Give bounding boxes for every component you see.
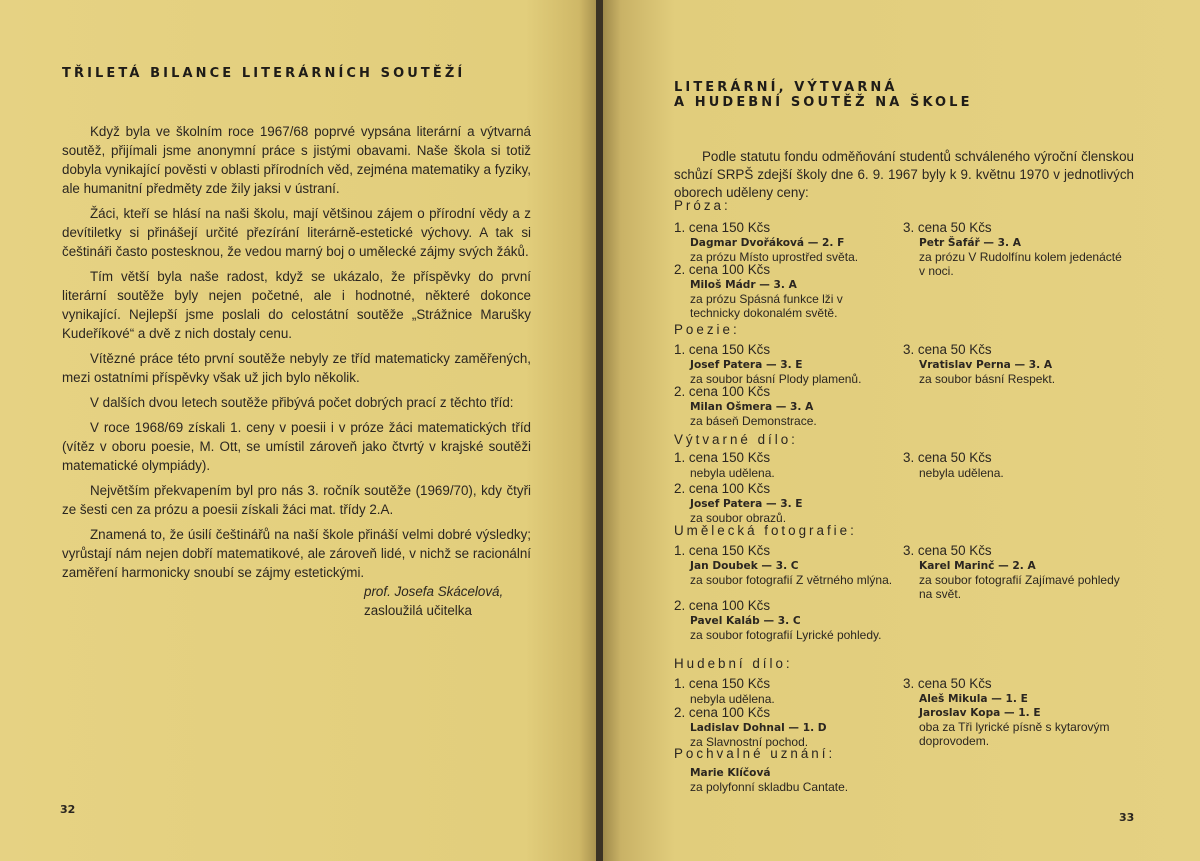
winner-name: Ladislav Dohnal — 1. D — [690, 722, 827, 734]
winner-name: Josef Patera — 3. E — [690, 359, 803, 371]
prize-label: 2. cena 100 Kčs — [674, 262, 771, 277]
award-entry — [674, 262, 896, 320]
award-description: za soubor fotografií Lyrické pohledy. — [690, 628, 882, 642]
award-entry — [674, 450, 896, 480]
award-entry — [674, 598, 896, 642]
winner-name: Jan Doubek — 3. C — [690, 560, 799, 572]
prize-label: 2. cena 100 Kčs — [674, 481, 771, 496]
paragraph: Největším překvapením byl pro nás 3. ročník soutěže (1969/70), kdy čtyři ze šesti cen za prózu a poesii získali žáci mat. třídy 2.A. — [62, 483, 531, 517]
award-entry — [903, 342, 1131, 386]
award-description: nebyla udělena. — [690, 466, 775, 480]
page-number: 32 — [60, 803, 76, 816]
award-description: nebyla udělena. — [690, 692, 775, 706]
winner-name: Jaroslav Kopa — 1. E — [919, 707, 1041, 719]
category-heading: Poezie: — [674, 322, 740, 337]
award-entry — [674, 384, 896, 428]
winner-name: Karel Marinč — 2. A — [919, 560, 1036, 572]
winner-name: Aleš Mikula — 1. E — [919, 693, 1028, 705]
signature-name: prof. Josefa Skácelová, — [364, 584, 504, 599]
article-body — [62, 122, 531, 582]
award-description: za prózu V Rudolfínu kolem jedenácté v noci. — [919, 250, 1122, 278]
prize-label: 3. cena 50 Kčs — [903, 450, 992, 465]
right-page — [603, 0, 1200, 861]
category-heading: Pochvalné uznání: — [674, 746, 836, 761]
award-entry — [674, 766, 896, 794]
award-entry — [903, 676, 1131, 748]
right-page-title-line2: A HUDEBNÍ SOUTĚŽ NA ŠKOLE — [674, 95, 973, 110]
prize-label: 1. cena 150 Kčs — [674, 676, 771, 691]
award-entry — [674, 342, 896, 386]
category-heading: Umělecká fotografie: — [674, 523, 857, 538]
category-heading: Próza: — [674, 198, 731, 213]
award-description: za prózu Místo uprostřed světa. — [690, 250, 859, 264]
left-page — [0, 0, 597, 861]
prize-label: 2. cena 100 Kčs — [674, 384, 771, 399]
award-description: za soubor básní Plody plamenů. — [690, 372, 862, 386]
award-entry — [674, 705, 896, 749]
prize-label: 1. cena 150 Kčs — [674, 450, 771, 465]
paragraph: Když byla ve školním roce 1967/68 poprvé vypsána literární a výtvarná soutěž, přijímali jsme anonymní práce s jistými obavami. Naše škola si totiž dobyla vynikající pověsti v oblasti přírodních věd, zejména matematiky a fyziky, ale humanitní předměty zde žily jaksi v ústraní. — [62, 124, 531, 196]
winner-name: Dagmar Dvořáková — 2. F — [690, 237, 845, 249]
award-description: za soubor fotografií Zajímavé pohledy na svět. — [919, 573, 1120, 601]
paragraph: Vítězné práce této první soutěže nebyly ze tříd matematicky zaměřených, mezi ostatními příspěvky však už jich bylo několik. — [62, 351, 531, 385]
paragraph: V dalších dvou letech soutěže přibývá počet dobrých prací z těchto tříd: — [90, 395, 514, 410]
winner-name: Pavel Kaláb — 3. C — [690, 615, 801, 627]
award-entry — [674, 676, 896, 706]
award-description: za prózu Spásná funkce lži v technicky dokonalém světě. — [690, 292, 843, 320]
winner-name: Petr Šafář — 3. A — [919, 237, 1021, 249]
award-description: za soubor fotografií Z větrného mlýna. — [690, 573, 893, 587]
prize-label: 1. cena 150 Kčs — [674, 543, 771, 558]
prize-label: 1. cena 150 Kčs — [674, 220, 771, 235]
paragraph: V roce 1968/69 získali 1. ceny v poesii i v próze žáci matematických tříd (vítěz v oboru poesie, M. Ott, se umístil zároveň jako čtvrtý v krajské soutěži matematické olympiády). — [62, 420, 531, 473]
award-entry — [674, 481, 896, 525]
prize-label: 2. cena 100 Kčs — [674, 598, 771, 613]
prize-label: 3. cena 50 Kčs — [903, 676, 992, 691]
award-entry — [903, 220, 1131, 278]
award-entry — [674, 220, 896, 264]
paragraph: Žáci, kteří se hlásí na naši školu, mají většinou zájem o přírodní vědy a z devítiletky si přinášejí určité přezírání literárně-estetické výchovy. A tak si češtináři často postesknou, že vedou marný boj o umělecké zájmy svých žáků. — [62, 206, 531, 259]
award-description: oba za Tři lyrické písně s kytarovým doprovodem. — [919, 720, 1110, 748]
category-heading: Hudební dílo: — [674, 656, 793, 671]
award-description: za soubor obrazů. — [690, 511, 787, 525]
page-number: 33 — [1119, 811, 1135, 824]
prize-label: 2. cena 100 Kčs — [674, 705, 771, 720]
prize-label: 3. cena 50 Kčs — [903, 342, 992, 357]
winner-name: Marie Klíčová — [690, 767, 771, 779]
intro-paragraph: Podle statutu fondu odměňování studentů schváleného výroční členskou schůzí SRPŠ zdejší školy dne 6. 9. 1967 byly k 9. květnu 1970 v jednotlivých oborech uděleny ceny: — [674, 149, 1134, 200]
award-description: za Slavnostní pochod. — [690, 735, 809, 749]
award-entry — [674, 543, 896, 587]
prize-label: 3. cena 50 Kčs — [903, 220, 992, 235]
prize-label: 3. cena 50 Kčs — [903, 543, 992, 558]
paragraph: Tím větší byla naše radost, když se ukázalo, že příspěvky do první literární soutěže byly nejen početné, ale i hodnotné, některé dokonce vynikající. Nejlepší jsme poslali do celostátní soutěže „Strážnice Marušky Kudeříkové“ a dvě z nich dostaly cenu. — [62, 269, 531, 341]
signature — [364, 582, 503, 620]
award-description: za báseň Demonstrace. — [690, 414, 817, 428]
winner-name: Josef Patera — 3. E — [690, 498, 803, 510]
award-description: za polyfonní skladbu Cantate. — [690, 780, 849, 794]
award-description: nebyla udělena. — [919, 466, 1004, 480]
category-heading: Výtvarné dílo: — [674, 432, 798, 447]
winner-name: Vratislav Perna — 3. A — [919, 359, 1053, 371]
right-page-title-line1: LITERÁRNÍ, VÝTVARNÁ — [674, 80, 898, 95]
signature-title: zasloužilá učitelka — [364, 603, 472, 618]
left-page-title: TŘILETÁ BILANCE LITERÁRNÍCH SOUTĚŽÍ — [62, 66, 466, 81]
winner-name: Miloš Mádr — 3. A — [690, 279, 797, 291]
paragraph: Znamená to, že úsilí češtinářů na naší škole přináší velmi dobré výsledky; vyrůstají nám nejen dobří matematikové, ale zároveň lidé, v nichž se racionální zaměření harmonicky snoubí se zájmy estetickými. — [62, 527, 531, 580]
award-entry — [903, 543, 1131, 601]
prize-label: 1. cena 150 Kčs — [674, 342, 771, 357]
winner-name: Milan Ošmera — 3. A — [690, 401, 814, 413]
award-description: za soubor básní Respekt. — [919, 372, 1056, 386]
award-entry — [903, 450, 1131, 480]
